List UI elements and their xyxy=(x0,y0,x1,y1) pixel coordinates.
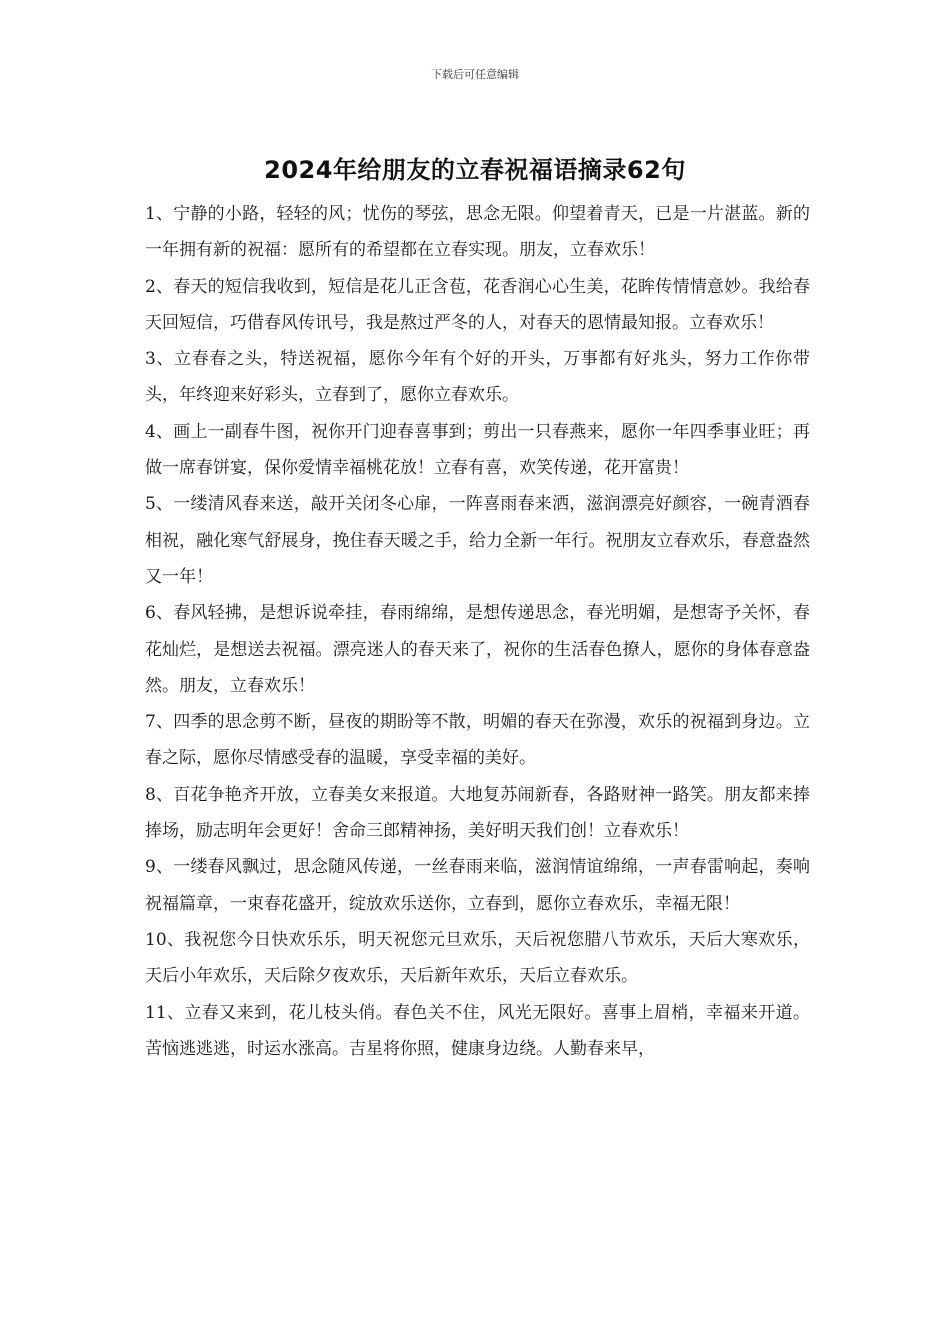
paragraph-8: 8、百花争艳齐开放，立春美女来报道。大地复苏闹新春，各路财神一路笑。朋友都来捧捧场，励志明年会更好！舍命三郎精神扬，美好明天我们创！立春欢乐！ xyxy=(145,784,810,842)
paragraph-10: 10、我祝您今日快欢乐乐，明天祝您元旦欢乐，天后祝您腊八节欢乐，天后大寒欢乐，天后小年欢乐，天后除夕夜欢乐，天后新年欢乐，天后立春欢乐。 xyxy=(145,929,810,987)
paragraph-7: 7、四季的思念剪不断，昼夜的期盼等不散，明媚的春天在弥漫，欢乐的祝福到身边。立春之际，愿你尽情感受春的温暖，享受幸福的美好。 xyxy=(145,712,810,769)
paragraph-3: 3、立春春之头，特送祝福，愿你今年有个好的开头，万事都有好兆头，努力工作你带头，年终迎来好彩头，立春到了，愿你立春欢乐。 xyxy=(145,349,810,406)
document-title: 2024年给朋友的立春祝福语摘录62句 xyxy=(264,156,686,184)
paragraph-5: 5、一缕清风春来送，敲开关闭冬心扉，一阵喜雨春来洒，滋润漂亮好颜容，一碗青酒春相祝，融化寒气舒展身，挽住春天暖之手，给力全新一年行。祝朋友立春欢乐，春意盎然又一年！ xyxy=(145,494,810,587)
header-note: 下载后可任意编辑 xyxy=(431,68,519,81)
paragraph-9: 9、一缕春风飘过，思念随风传递，一丝春雨来临，滋润情谊绵绵，一声春雷响起，奏响祝福篇章，一束春花盛开，绽放欢乐送你，立春到，愿你立春欢乐，幸福无限！ xyxy=(145,857,810,914)
paragraph-1: 1、宁静的小路，轻轻的风；忧伤的琴弦，思念无限。仰望着青天，已是一片湛蓝。新的一年拥有新的祝福：愿所有的希望都在立春实现。朋友，立春欢乐！ xyxy=(145,204,810,261)
paragraph-6: 6、春风轻拂，是想诉说牵挂，春雨绵绵，是想传递思念，春光明媚，是想寄予关怀，春花灿烂，是想送去祝福。漂亮迷人的春天来了，祝你的生活春色撩人，愿你的身体春意盎然。朋友，立春欢乐！ xyxy=(145,603,810,696)
document-body xyxy=(145,196,810,1067)
paragraph-11: 11、立春又来到，花儿枝头俏。春色关不住，风光无限好。喜事上眉梢，幸福来开道。苦恼逃逃逃，时运水涨高。吉星将你照，健康身边绕。人勤春来早， xyxy=(145,1002,810,1059)
paragraph-4: 4、画上一副春牛图，祝你开门迎春喜事到；剪出一只春燕来，愿你一年四季事业旺；再做一席春饼宴，保你爱情幸福桃花放！立春有喜，欢笑传递，花开富贵！ xyxy=(145,421,810,479)
paragraph-2: 2、春天的短信我收到，短信是花儿正含苞，花香润心心生美，花眸传情情意妙。我给春天回短信，巧借春风传讯号，我是熬过严冬的人，对春天的恩情最知报。立春欢乐！ xyxy=(145,276,810,333)
